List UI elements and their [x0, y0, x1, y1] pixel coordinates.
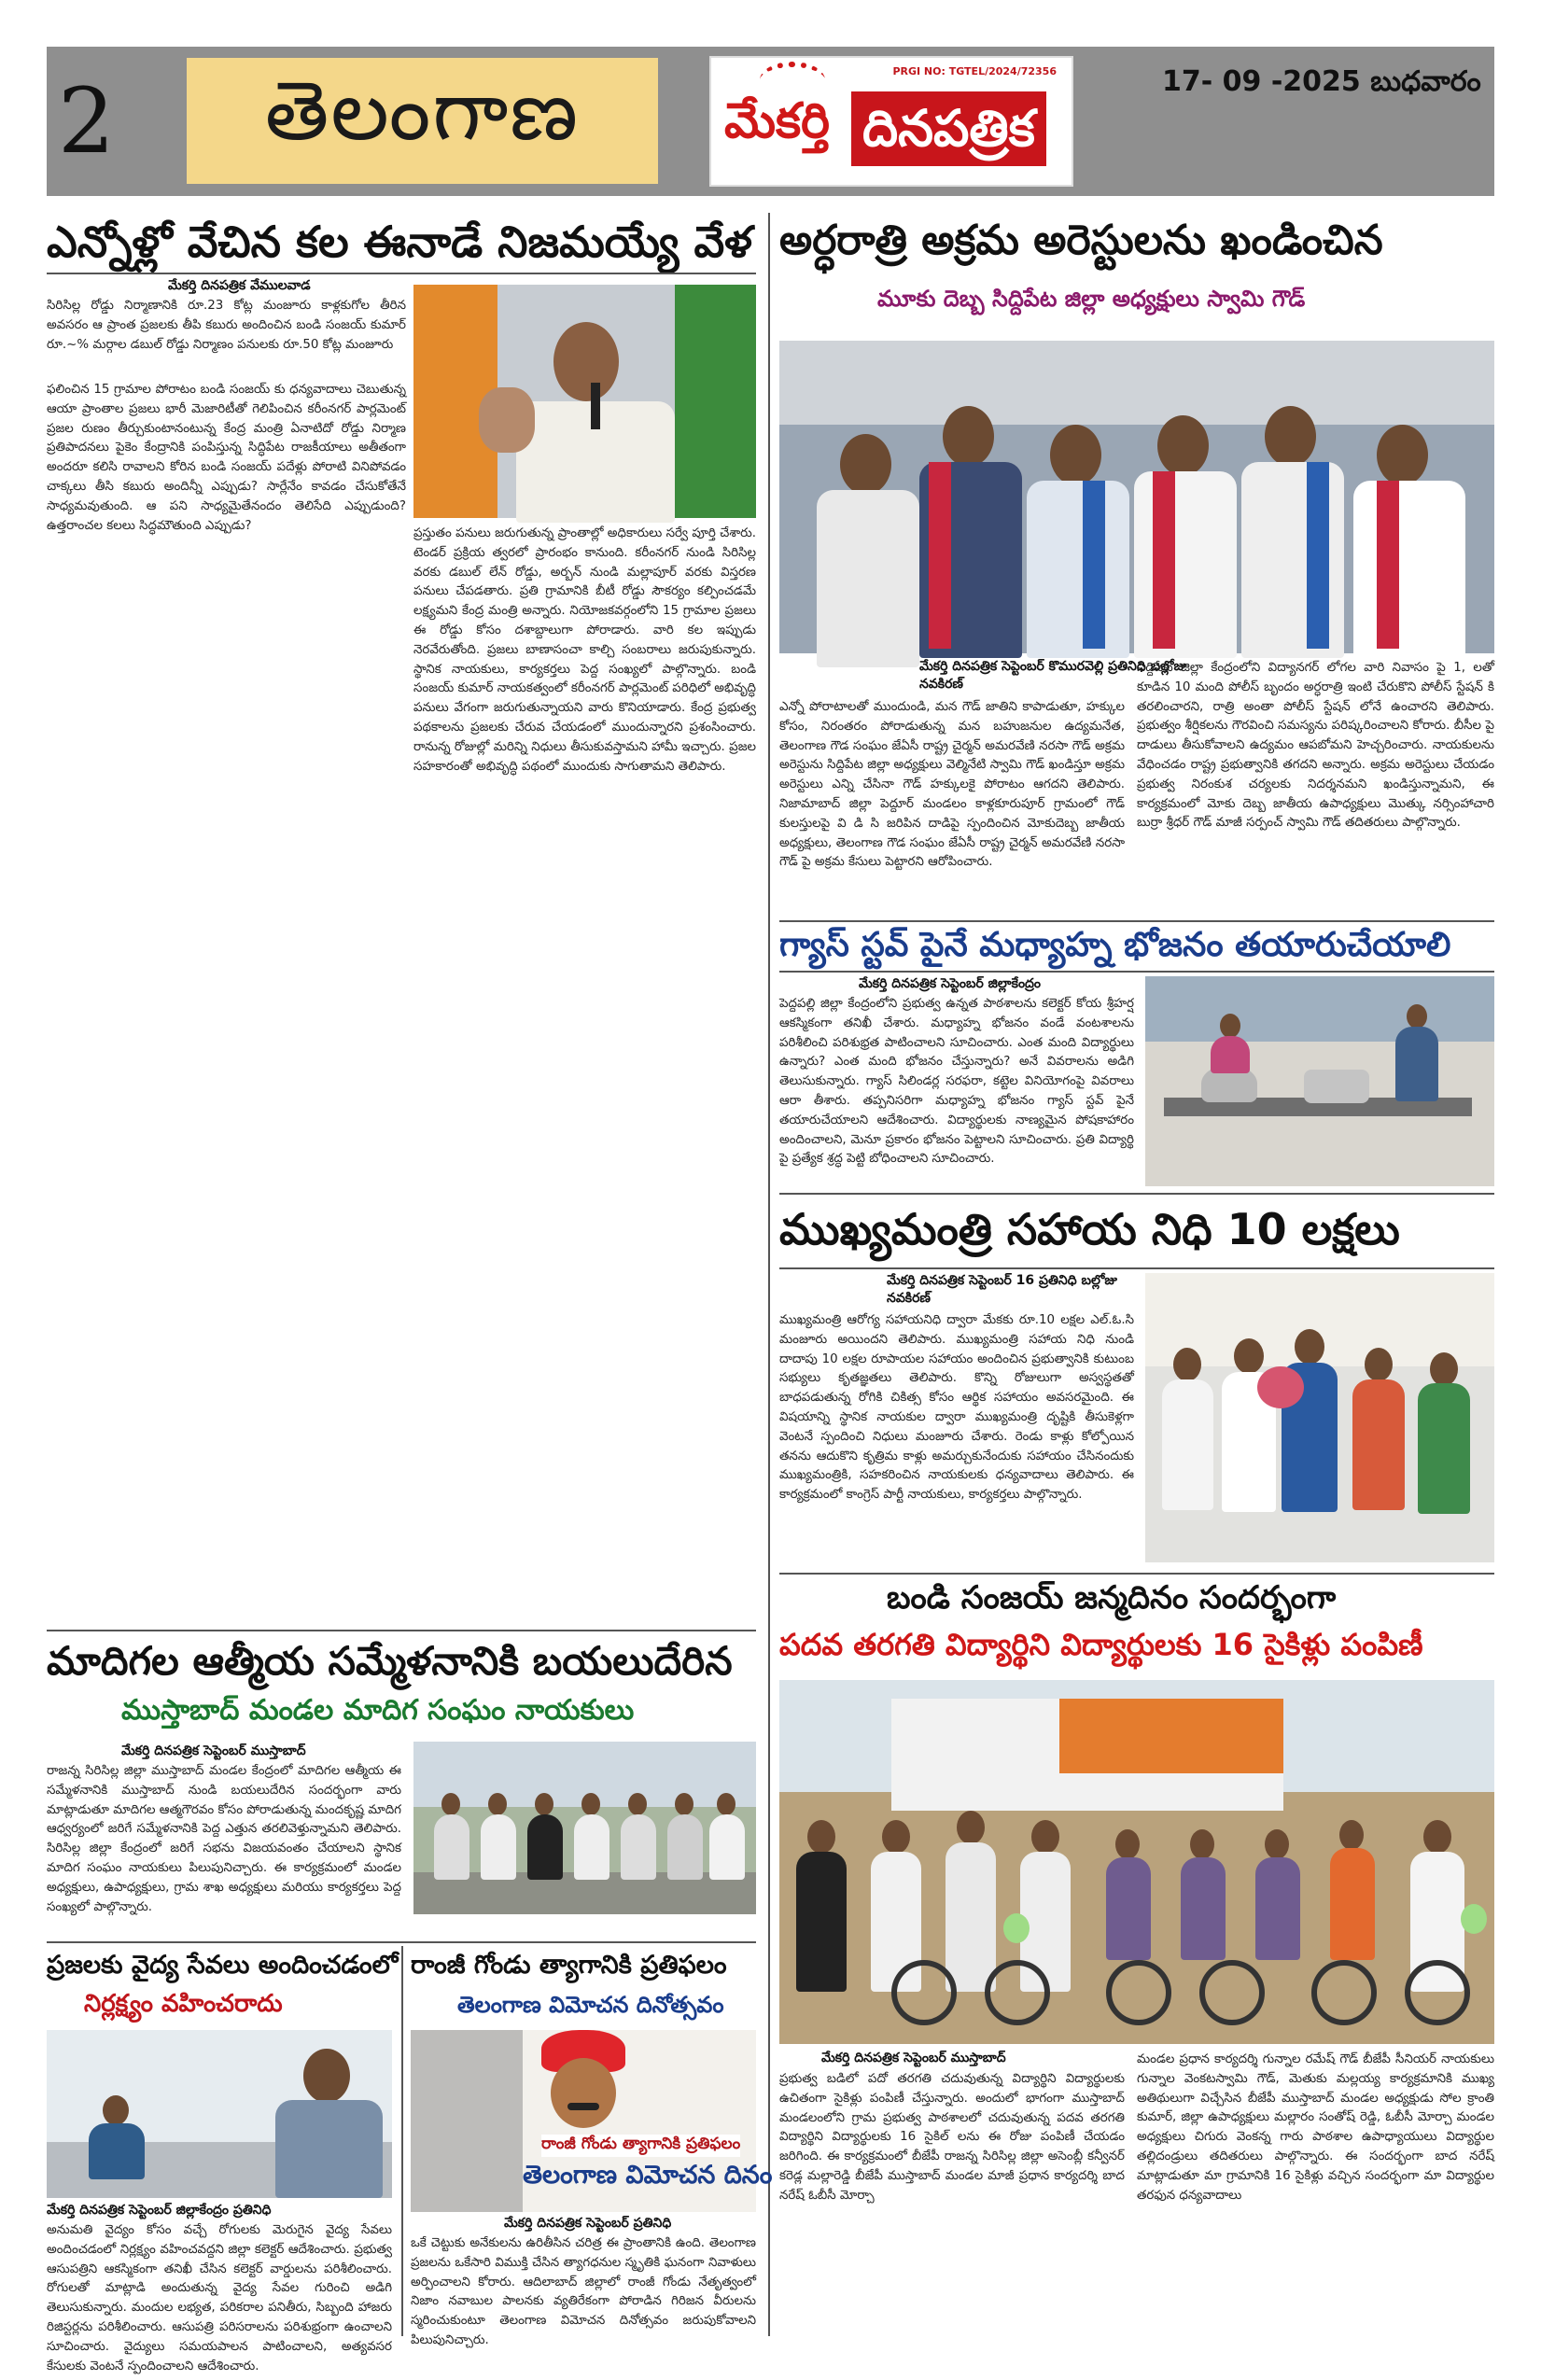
issue-date: 17- 09 -2025 బుధవారం: [1162, 65, 1481, 98]
brand-name-part1: మేకర్తి: [724, 93, 830, 149]
article7-body: ఒకే చెట్టుకు అనేకులను ఉరితీసిన చరిత్ర ఈ ప్రాంతానికి ఉంది. తెలంగాణ ప్రజలను ఒకేసారి విముక్తి చేసిన త్యాగధనుల స్మృతికి ఘనంగా నివాళులు అర్పించాలని కోరారు. ఆదిలాబాద్ జిల్లాలో రాంజీ గోండు నేతృత్వంలో నిజాం నవాబుల పాలనకు వ్యతిరేకంగా పోరాడిన గిరిజన వీరులను స్మరించుకుంటూ తెలంగాణ విమోచన దినోత్సవం జరుపుకోవాలని పిలుపునిచ్చారు.: [411, 2236, 756, 2347]
article4-byline: మేకర్తి దినపత్రిక సెప్టెంబర్ 16 ప్రతినిధి బల్లోజు నవకిరణ్: [887, 1273, 1117, 1306]
article8-headline: బండి సంజయ్ జన్మదినం సందర్భంగా: [887, 1579, 1337, 1617]
article5-byline: మేకర్తి దినపత్రిక సెప్టెంబర్ ముస్తాబాద్: [121, 1743, 306, 1758]
masthead: [47, 47, 1494, 196]
article4-body: ముఖ్యమంత్రి ఆరోగ్య సహాయనిధి ద్వారా మేకకు రూ.10 లక్షల ఎల్.ఓ.సి మంజూరు అయిందని తెలిపారు. ముఖ్యమంత్రి సహాయ నిధి నుండి దాదాపు 10 లక్షల రూపాయల సహాయం అందించిన ప్రభుత్వానికి కుటుంబ సభ్యులు కృతజ్ఞతలు తెలిపారు. కొన్ని రోజులుగా అస్వస్థతతో బాధపడుతున్న రోగికి చికిత్స కోసం ఆర్థిక సహాయం అవసరమైంది. ఈ విషయాన్ని స్థానిక నాయకుల ద్వారా ముఖ్యమంత్రి దృష్టికి తీసుకెళ్లగా వెంటనే స్పందించి నిధులు మంజూరు చేశారు. రెండు కాళ్లు కోల్పోయిన తనను ఆదుకొని కృత్రిమ కాళ్లు అమర్చుకునేందుకు సహాయం చేసినందుకు ముఖ్యమంత్రికి, సహకరించిన నాయకులకు ధన్యవాదాలు తెలిపారు. ఈ కార్యక్రమంలో కాంగ్రెస్ పార్టీ నాయకులు, కార్యకర్తలు పాల్గొన్నారు.: [779, 1313, 1134, 1503]
section-label-box: [187, 58, 658, 184]
article3-rule: [779, 971, 1494, 973]
article2-byline: మేకర్తి దినపత్రిక సెప్టెంబర్ కొమురవెల్లి ప్రతినిధి బల్లోజు నవకిరణ్: [919, 659, 1187, 692]
article4-photo-cheque: [1145, 1273, 1494, 1562]
article2-headline: అర్ధరాత్రి అక్రమ అరెస్టులను ఖండించిన: [779, 217, 1383, 264]
article3-bottom-rule: [779, 1193, 1494, 1195]
article5-body: రాజన్న సిరిసిల్ల జిల్లా ముస్తాబాద్ మండల కేంద్రంలో మాదిగల ఆత్మీయ ఈ సమ్మేళనానికి ముస్తాబాద్ నుండి బయలుదేరిన సందర్భంగా వారు మాట్లాడుతూ మాదిగల ఆత్మగౌరవం కోసం పోరాడుతున్న మందకృష్ణ మాదిగ ఆధ్వర్యంలో జరిగే సమ్మేళనానికి పెద్ద ఎత్తున తరలివెళ్తున్నామని తెలిపారు. సిరిసిల్ల జిల్లా కేంద్రంలో జరిగే సభను విజయవంతం చేయాలని స్థానిక మాదిగ సంఘం నాయకులు పిలుపునిచ్చారు. ఈ కార్యక్రమంలో మండల అధ్యక్షులు, ఉపాధ్యక్షులు, గ్రామ శాఖ అధ్యక్షులు మరియు కార్యకర్తలు పెద్ద సంఖ్యలో పాల్గొన్నారు.: [47, 1764, 401, 1914]
article2-body-right: సిద్దిపేట జిల్లా కేంద్రంలోని విద్యానగర్ లోగల వారి నివాసం పై 1, లతో కూడిన 10 మంది పోలీస్ బృందం అర్ధరాత్రి ఇంటి చేరుకొని పోలీస్ స్టేషన్ కి తరలించారని, రాత్రి అంతా పోలీస్ స్టేషన్ లోనే ఉంచారని తెలిపారు. ప్రభుత్వం శీర్షికలను గౌరవించి సమస్యను పరిష్కరించాలని కోరారు. బీసీల పై దాడులు తీసుకోవాలని ఉద్యమం ఆపబోమని హెచ్చరించారు. నాయకులను వేధించడం రాష్ట్ర ప్రభుత్వానికి తగదని అన్నారు. అక్రమ అరెస్టులు చేయడం ప్రభుత్వ నిరంకుశ చర్యలకు నిదర్శనమని ఖండిస్తున్నామని, ఈ కార్యక్రమంలో మోకు దెబ్బ జాతీయ ఉపాధ్యక్షులు మొత్కు నర్సింహాచారి బుర్రా శ్రీధర్ గౌడ్ మాజీ సర్పంచ్ స్వామి గౌడ్ తదితరులు పాల్గొన్నారు.: [1137, 661, 1494, 831]
article6-byline: మేకర్తి దినపత్రిక సెప్టెంబర్ జిల్లాకేంద్రం ప్రతినిధి: [47, 2203, 272, 2218]
column-divider: [768, 213, 770, 2336]
article1-photo-minister-speaking: [413, 285, 756, 518]
article1-body-col2: ప్రస్తుతం పనులు జరుగుతున్న ప్రాంతాల్లో అధికారులు సర్వే పూర్తి చేశారు. టెండర్ ప్రక్రియ త్వరలో ప్రారంభం కానుంది. కరీంనగర్ నుండి సిరిసిల్ల వరకు డబుల్ లేన్ రోడ్డు, అర్బన్ నుండి మల్లాపూర్ వరకు విస్తరణ పనులు చేపడతారు. ప్రతి గ్రామానికి బీటీ రోడ్డు సౌకర్యం కల్పించడమే లక్ష్యమని కేంద్ర మంత్రి అన్నారు. నియోజకవర్గంలోని 15 గ్రామాల ప్రజలు ఈ రోడ్డు కోసం దశాబ్దాలుగా పోరాడారు. వారి కల ఇప్పుడు నెరవేరుతోంది. ప్రజలు బాణాసంచా కాల్చి సంబరాలు జరుపుకున్నారు. స్థానిక నాయకులు, కార్యకర్తలు పెద్ద సంఖ్యలో పాల్గొన్నారు. బండి సంజయ్ కుమార్ నాయకత్వంలో కరీంనగర్ పార్లమెంట్ పరిధిలో అభివృద్ధి పనులు వేగంగా జరుగుతున్నాయని వారు కొనియాడారు. కేంద్ర ప్రభుత్వ పథకాలను ప్రజలకు చేరువ చేయడంలో ముందున్నారని ప్రశంసించారు. రానున్న రోజుల్లో మరిన్ని నిధులు తీసుకువస్తామని హామీ ఇచ్చారు. ప్రజల సహకారంతో అభివృద్ధి పథంలో ముందుకు సాగుతామని తెలిపారు.: [413, 526, 757, 774]
article1-lead: సిరిసిల్ల రోడ్డు నిర్మాణానికి రూ.23 కోట్ల మంజూరు కాళ్లకుగోల తీరిన అవసరం ఆ ప్రాంత ప్రజలకు తీపి కబురు అందించిన బండి సంజయ్ కుమార్ రూ.~% మర్గాల డబుల్ రోడ్డు నిర్మాణం పనులకు రూ.50 కోట్ల మంజూరు: [47, 299, 406, 352]
poster-subtitle: తెలంగాణ విమోచన దినం: [523, 2161, 773, 2190]
article5-subhead: ముస్తాబాద్ మండల మాదిగ సంఘం నాయకులు: [121, 1694, 635, 1727]
article8-body-left: ప్రభుత్వ బడిలో పదో తరగతి చదువుతున్న విద్యార్థిని విద్యార్థులకు ఉచితంగా సైకిళ్లు పంపిణీ చేస్తున్నారు. అందులో భాగంగా ముస్తాబాద్ మండలంలోని గ్రామ ప్రభుత్వ పాఠశాలలో చదువుతున్న పదవ తరగతి విద్యార్థిని విద్యార్థులకు 16 సైకిల్ లను ఈ రోజు పంపిణీ చేయడం జరిగింది. ఈ కార్యక్రమంలో బీజేపీ రాజన్న సిరిసిల్ల జిల్లా అసెంబ్లీ కన్వీనర్ కరెడ్ల మల్లారెడ్డి బీజేపీ ముస్తాబాద్ మండల మాజీ ప్రధాన కార్యదర్శి బాద నరేష్ ఓబీసీ మోర్చా: [779, 2072, 1125, 2203]
bottom-left-divider: [401, 1946, 403, 2336]
article8-body-right: మండల ప్రధాన కార్యదర్శి గున్నాల రమేష్ గౌడ్ బీజేపీ సీనియర్ నాయకులు గున్నాల వెంకటస్వామి గౌడ్, మెతుకు మల్లయ్య కార్యక్రమానికి ముఖ్య అతిథులుగా విచ్చేసిన బీజేపీ ముస్తాబాద్ మండల అధ్యక్షుడు సోల క్రాంతి కుమార్, జిల్లా ఉపాధ్యక్షులు మల్లారం సంతోష్ రెడ్డి, ఓబీసీ మోర్చా మండల అధ్యక్షులు చిగురు వెంకన్న గారు పాఠశాల ఉపాధ్యాయులు విద్యార్థుల తల్లిదండ్రులు తదితరులు పాల్గొన్నారు. ఈ సందర్భంగా బాద నరేష్ మాట్లాడుతూ మా గ్రామానికి 16 సైకిళ్లు వచ్చిన సందర్భంగా మా విద్యార్థుల తరఫున ధన్యవాదాలు: [1137, 2052, 1494, 2203]
article8-photo-cycle-distribution: [779, 1680, 1494, 2044]
article5-bottom-rule: [47, 1941, 756, 1943]
prgi-number: PRGI NO: TGTEL/2024/72356: [892, 65, 1057, 77]
article1-bottom-rule: [47, 1630, 756, 1631]
article3-photo-kitchen: [1145, 976, 1494, 1186]
article6-body: అనుమతి వైద్యం కోసం వచ్చే రోగులకు మెరుగైన వైద్య సేవలు అందించడంలో నిర్లక్ష్యం వహించవద్దని జిల్లా కలెక్టర్ ఆదేశించారు. ప్రభుత్వ ఆసుపత్రిని ఆకస్మికంగా తనిఖీ చేసిన కలెక్టర్ వార్డులను పరిశీలించారు. రోగులతో మాట్లాడి అందుతున్న వైద్య సేవల గురించి అడిగి తెలుసుకున్నారు. మందుల లభ్యత, పరికరాల పనితీరు, సిబ్బంది హాజరు రిజిస్టర్లను పరిశీలించారు. ఆసుపత్రి పరిసరాలను పరిశుభ్రంగా ఉంచాలని సూచించారు. వైద్యులు సమయపాలన పాటించాలని, అత్యవసర కేసులకు వెంటనే స్పందించాలని ఆదేశించారు.: [47, 2223, 392, 2373]
poster-title: రాంజీ గోండు త్యాగానికి ప్రతిఫలం: [541, 2135, 740, 2157]
article1-body-col1: ఫలించిన 15 గ్రామాల పోరాటం బండి సంజయ్ కు ధన్యవాదాలు చెబుతున్న ఆయా ప్రాంతాల ప్రజలు భారీ మెజారిటీతో గెలిపించిన కరీంనగర్ పార్లమెంట్ ప్రజల రుణం తీర్చుకుంటానంటున్న కేంద్ర మంత్రి ఏనాటిదో రోడ్డు నిర్మాణ ప్రతిపాదనలు పైకెం కేంద్రానికి పంపిస్తున్న సిద్ధిపేట రాజకీయాలు అతీతంగా అందరూ కలిసి రావాలని కోరిన బండి సంజయ్ పదేళ్లు పోరాటి వినిపోవడం చాక్కలు తీసి కబురు అందిన్నీ ఎప్పుడు? సార్లేనేం కావడం చేసుకోతేనే సాధ్యమవుతుంది. ఆ పని సాధ్యమైతేనందం తెలిసేది ఎప్పుడుంది? ఉత్తరాంచల కలలు సిద్ధమౌతుంది ఎప్పుడు?: [47, 383, 406, 533]
page-number: 2: [58, 69, 116, 174]
article6-headline: ప్రజలకు వైద్య సేవలు అందించడంలో: [47, 1951, 399, 1980]
article5-photo-group: [413, 1742, 756, 1914]
article7-byline: మేకర్తి దినపత్రిక సెప్టెంబర్ ప్రతినిధి: [504, 2216, 672, 2231]
article8-subhead: పదవ తరగతి విద్యార్థిని విద్యార్థులకు 16 సైకిళ్లు పంపిణీ: [779, 1627, 1423, 1662]
article7-subhead: తెలంగాణ విమోచన దినోత్సవం: [457, 1992, 724, 2018]
article1-rule: [47, 273, 756, 274]
article8-byline: మేకర్తి దినపత్రిక సెప్టెంబర్ ముస్తాబాద్: [821, 2051, 1006, 2065]
article6-photo-hospital: [47, 2030, 392, 2198]
article2-photo-leaders: [779, 341, 1494, 653]
article2-subhead: మూకు దెబ్బ సిద్దిపేట జిల్లా అధ్యక్షులు స్వామి గౌడ్: [877, 286, 1306, 312]
article6-subhead: నిర్లక్ష్యం వహించరాదు: [84, 1990, 283, 2018]
brand-name-part2: దినపత్రిక: [851, 91, 1046, 166]
article3-headline: గ్యాస్ స్టవ్ పైనే మధ్యాహ్న భోజనం తయారుచేయాలి: [779, 926, 1451, 964]
article3-body: పెద్దపల్లి జిల్లా కేంద్రంలోని ప్రభుత్వ ఉన్నత పాఠశాలను కలెక్టర్ కోయ శ్రీహర్ష ఆకస్మికంగా తనిఖీ చేశారు. మధ్యాహ్న భోజనం వండే వంటశాలను పరిశీలించి పరిశుభ్రత పాటించాలని సూచించారు. ఎంత మంది విద్యార్థులు ఉన్నారు? ఎంత మంది భోజనం చేస్తున్నారు? అనే వివరాలను అడిగి తెలుసుకున్నారు. గ్యాస్ సిలిండర్ల సరఫరా, కట్టెల వినియోగంపై వివరాలు ఆరా తీశారు. తప్పనిసరిగా మధ్యాహ్న భోజనం గ్యాస్ స్టవ్ పైనే తయారుచేయాలని ఆదేశించారు. విద్యార్థులకు నాణ్యమైన పోషకాహారం అందించాలని, మెనూ ప్రకారం భోజనం పెట్టాలని సూచించారు. ప్రతి విద్యార్థి పై ప్రత్యేక శ్రద్ధ పెట్టి బోధించాలని సూచించారు.: [779, 997, 1134, 1167]
article2-body-left: ఎన్నో పోరాటాలతో ముందుండి, మన గౌడ్ జాతిని కాపాడుతూ, హక్కుల కోసం, నిరంతరం పోరాడుతున్న మన బహుజనుల ఉద్యమనేత, తెలంగాణ గౌడ సంఘం జేఏసీ రాష్ట్ర చైర్మన్ అమరవేణి నరసా గౌడ్ అక్రమ అరెస్టును సిద్దిపేట జిల్లా అధ్యక్షులు వెల్మినేటి స్వామి గౌడ్ ఖండిస్తూ అక్రమ అరెస్టులు ఎన్ని చేసినా గౌడ్ హక్కులకై పోరాటం ఆగదని తెలిపారు. నిజామాబాద్ జిల్లా పెద్దూర్ మండలం కాళ్లకూరుపూర్ గ్రామంలో గౌడ్ కులస్తులపై వి డి సి జరిపిన దాడిపై స్పందించిన మోకుదెబ్బ జాతీయ అధ్యక్షులు, తెలంగాణ గౌడ సంఘం జేఏసీ రాష్ట్ర చైర్మన్ అమరవేణి నరసా గౌడ్ పై అక్రమ కేసులు పెట్టారని ఆరోపించారు.: [779, 700, 1125, 870]
article4-bottom-rule: [779, 1573, 1494, 1575]
section-title: తెలంగాణ: [264, 63, 581, 159]
article1-byline: మేకర్తి దినపత్రిక వేములవాడ: [168, 278, 311, 293]
article3-byline: మేకర్తి దినపత్రిక సెప్టెంబర్ జిల్లాకేంద్రం: [859, 976, 1042, 991]
article4-rule: [779, 1267, 1494, 1269]
article7-headline: రాంజీ గోండు త్యాగానికి ప్రతిఫలం: [411, 1951, 727, 1980]
newspaper-logo: [709, 56, 1073, 187]
article5-headline: మాదిగల ఆత్మీయ సమ్మేళనానికి బయలుదేరిన: [47, 1638, 733, 1684]
article4-headline: ముఖ్యమంత్రి సహాయ నిధి 10 లక్షలు: [779, 1204, 1400, 1254]
article2-bottom-rule: [779, 920, 1494, 922]
article1-headline: ఎన్నోళ్లో వేచిన కల ఈనాడే నిజమయ్యే వేళ: [47, 217, 752, 267]
article7-poster: [411, 2030, 773, 2212]
